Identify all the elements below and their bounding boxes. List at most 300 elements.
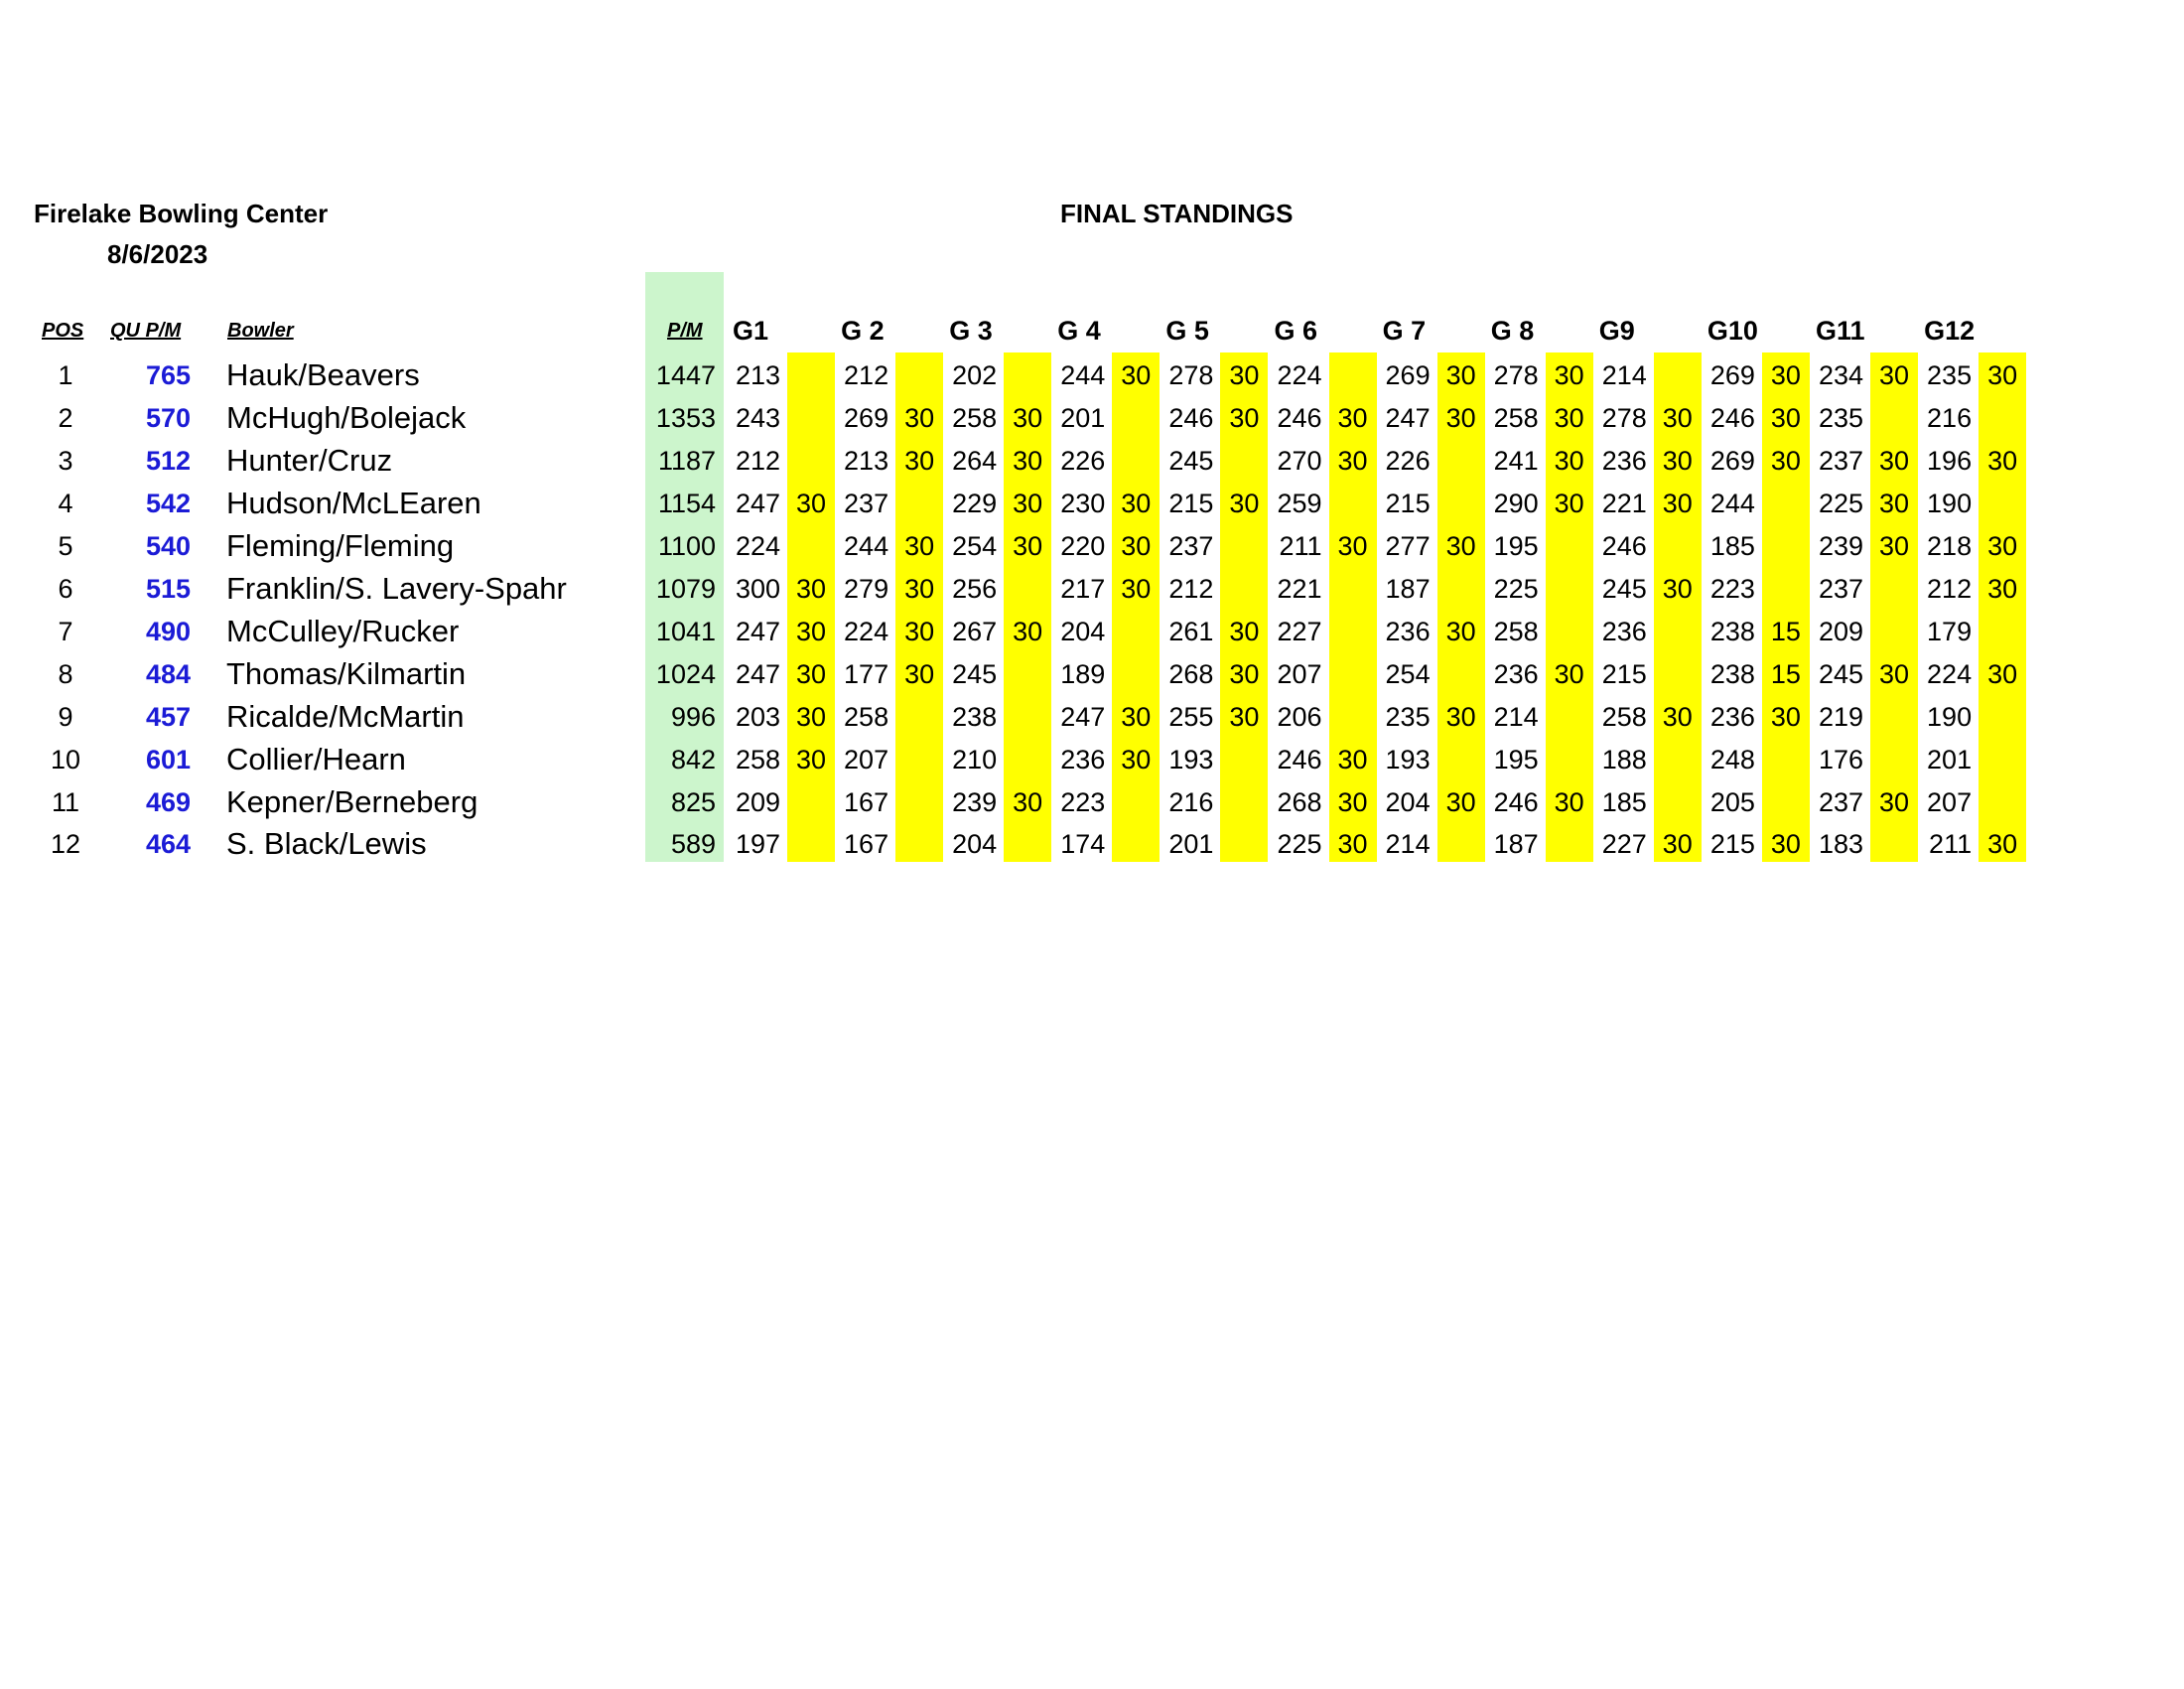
table-row xyxy=(0,397,2184,440)
bonus-points: 30 xyxy=(1662,829,1693,860)
position-cell: 11 xyxy=(51,786,80,817)
bonus-points: 30 xyxy=(1229,658,1260,689)
table-row xyxy=(0,483,2184,525)
bonus-points: 30 xyxy=(1987,360,2018,390)
game-score: 217 xyxy=(1060,573,1106,604)
game-score: 187 xyxy=(1493,829,1539,860)
bonus-points xyxy=(1546,739,1593,781)
bonus-points: 30 xyxy=(1445,530,1476,561)
bonus-points xyxy=(1979,696,2026,739)
bonus-points xyxy=(787,354,835,397)
bonus-points xyxy=(1870,696,1918,739)
bonus-points: 30 xyxy=(1013,530,1043,561)
bonus-points: 30 xyxy=(1013,786,1043,817)
game-score: 225 xyxy=(1277,829,1322,860)
game-header: G 6 xyxy=(1274,316,1318,346)
game-score: 226 xyxy=(1385,445,1431,476)
game-score: 270 xyxy=(1277,445,1322,476)
bonus-points xyxy=(895,781,943,824)
bonus-points: 15 xyxy=(1770,616,1801,646)
table-row xyxy=(0,611,2184,653)
game-score: 190 xyxy=(1927,701,1973,732)
game-header: G 5 xyxy=(1165,316,1209,346)
qu-pm-cell: 540 xyxy=(145,530,191,561)
game-score: 236 xyxy=(1601,445,1647,476)
game-score: 214 xyxy=(1493,701,1539,732)
game-score: 238 xyxy=(1709,658,1755,689)
bonus-points xyxy=(1654,653,1702,696)
game-score: 237 xyxy=(1818,573,1863,604)
game-score: 238 xyxy=(1709,616,1755,646)
game-score: 213 xyxy=(844,445,889,476)
bonus-points xyxy=(1762,483,1810,525)
game-score: 203 xyxy=(735,701,780,732)
bonus-points: 30 xyxy=(904,616,935,646)
game-score: 223 xyxy=(1709,573,1755,604)
bonus-points xyxy=(1329,568,1377,611)
bonus-points: 30 xyxy=(904,402,935,433)
bonus-points: 30 xyxy=(1554,402,1584,433)
bonus-points: 30 xyxy=(1987,530,2018,561)
game-score: 219 xyxy=(1818,701,1863,732)
bowler-name: McCulley/Rucker xyxy=(226,613,460,648)
position-cell: 12 xyxy=(50,829,81,860)
game-header: G9 xyxy=(1598,316,1635,346)
bonus-points xyxy=(1654,739,1702,781)
bonus-points: 30 xyxy=(795,573,827,604)
bonus-points: 30 xyxy=(795,658,827,689)
standings-title: FINAL STANDINGS xyxy=(1060,199,1294,228)
game-score: 195 xyxy=(1493,744,1539,774)
game-score: 246 xyxy=(1709,402,1755,433)
bonus-points xyxy=(1437,739,1485,781)
bonus-points: 30 xyxy=(795,744,827,774)
game-score: 189 xyxy=(1060,658,1106,689)
bonus-points: 30 xyxy=(1770,701,1801,732)
bonus-points xyxy=(787,781,835,824)
position-cell: 1 xyxy=(58,360,73,390)
position-cell: 7 xyxy=(58,616,73,646)
game-score: 254 xyxy=(952,530,998,561)
game-score: 220 xyxy=(1060,530,1106,561)
pm-total-cell: 996 xyxy=(670,701,716,732)
position-cell: 8 xyxy=(58,658,73,689)
game-score: 211 xyxy=(1279,530,1322,561)
bonus-points: 30 xyxy=(1013,402,1043,433)
game-score: 202 xyxy=(952,360,998,390)
position-cell: 5 xyxy=(58,530,73,561)
bonus-points xyxy=(1004,823,1051,866)
bonus-points xyxy=(1979,611,2026,653)
game-score: 246 xyxy=(1601,530,1647,561)
bonus-points xyxy=(1546,611,1593,653)
bonus-points: 30 xyxy=(1770,402,1801,433)
bonus-points xyxy=(787,397,835,440)
qu-pm-cell: 765 xyxy=(145,360,191,390)
bonus-points xyxy=(1979,397,2026,440)
game-score: 205 xyxy=(1709,786,1755,817)
bonus-points: 30 xyxy=(1013,616,1043,646)
bonus-points: 30 xyxy=(1770,829,1801,860)
game-score: 235 xyxy=(1385,701,1431,732)
game-score: 188 xyxy=(1601,744,1647,774)
bonus-points xyxy=(1329,483,1377,525)
bonus-points xyxy=(1220,568,1268,611)
bonus-points: 30 xyxy=(1121,360,1152,390)
bonus-points xyxy=(1437,440,1485,483)
bonus-points xyxy=(1546,696,1593,739)
game-score: 207 xyxy=(1927,786,1973,817)
game-score: 206 xyxy=(1277,701,1322,732)
bonus-points xyxy=(1870,397,1918,440)
pm-total-cell: 1187 xyxy=(657,445,716,476)
bonus-points: 30 xyxy=(1878,445,1910,476)
bonus-points: 30 xyxy=(1337,530,1368,561)
qu-pm-cell: 484 xyxy=(145,658,191,689)
bonus-points xyxy=(1870,823,1918,866)
game-score: 214 xyxy=(1385,829,1431,860)
bonus-points xyxy=(1004,739,1051,781)
bonus-points: 30 xyxy=(1445,701,1476,732)
bowler-name: Hudson/McLEaren xyxy=(226,485,481,520)
position-cell: 10 xyxy=(50,744,81,774)
bonus-points xyxy=(1762,781,1810,824)
game-score: 215 xyxy=(1385,488,1431,518)
game-score: 201 xyxy=(1060,402,1106,433)
pm-total-cell: 1041 xyxy=(655,616,716,646)
game-score: 245 xyxy=(952,658,998,689)
game-score: 176 xyxy=(1818,744,1863,774)
game-score: 234 xyxy=(1818,360,1863,390)
game-score: 278 xyxy=(1601,402,1647,433)
game-score: 224 xyxy=(1277,360,1322,390)
bonus-points xyxy=(1220,525,1268,568)
bonus-points xyxy=(1546,525,1593,568)
game-score: 254 xyxy=(1385,658,1431,689)
pm-total-cell: 1100 xyxy=(657,530,716,561)
bonus-points xyxy=(1437,823,1485,866)
bonus-points: 30 xyxy=(1121,488,1152,518)
game-score: 216 xyxy=(1927,402,1973,433)
game-score: 204 xyxy=(952,829,998,860)
game-score: 221 xyxy=(1277,573,1322,604)
bonus-points: 30 xyxy=(1987,445,2018,476)
game-score: 245 xyxy=(1168,445,1214,476)
table-row xyxy=(0,653,2184,696)
bonus-points: 30 xyxy=(1987,658,2018,689)
qu-pm-cell: 542 xyxy=(145,488,191,518)
bonus-points: 30 xyxy=(1229,360,1260,390)
game-score: 236 xyxy=(1493,658,1539,689)
bonus-points xyxy=(1762,739,1810,781)
bonus-points: 30 xyxy=(1337,829,1368,860)
game-score: 197 xyxy=(735,829,780,860)
bonus-points xyxy=(1329,354,1377,397)
bonus-points: 30 xyxy=(1554,658,1584,689)
bonus-points: 30 xyxy=(1878,658,1910,689)
table-row xyxy=(0,568,2184,611)
game-score: 177 xyxy=(844,658,889,689)
bowler-name: S. Black/Lewis xyxy=(226,826,427,862)
qu-pm-cell: 490 xyxy=(145,616,191,646)
game-score: 237 xyxy=(1818,445,1863,476)
game-score: 258 xyxy=(952,402,998,433)
game-score: 230 xyxy=(1060,488,1106,518)
game-score: 237 xyxy=(844,488,889,518)
game-score: 212 xyxy=(844,360,889,390)
bonus-points: 30 xyxy=(1013,445,1043,476)
bonus-points xyxy=(1329,611,1377,653)
bonus-points: 30 xyxy=(1337,402,1368,433)
game-score: 209 xyxy=(1818,616,1863,646)
pm-total-cell: 842 xyxy=(670,744,716,774)
bonus-points xyxy=(1004,653,1051,696)
bonus-points xyxy=(1220,781,1268,824)
bonus-points: 30 xyxy=(1445,402,1476,433)
bonus-points xyxy=(787,823,835,866)
game-score: 300 xyxy=(735,573,780,604)
game-score: 269 xyxy=(1385,360,1431,390)
bonus-points: 30 xyxy=(1770,445,1801,476)
game-score: 204 xyxy=(1385,786,1431,817)
game-score: 218 xyxy=(1927,530,1973,561)
game-score: 224 xyxy=(735,530,780,561)
pm-total-cell: 1079 xyxy=(655,573,716,604)
game-score: 258 xyxy=(1601,701,1647,732)
qu-pm-cell: 464 xyxy=(145,829,191,860)
game-score: 267 xyxy=(952,616,998,646)
qu-pm-cell: 469 xyxy=(145,786,191,817)
game-score: 241 xyxy=(1493,445,1539,476)
pm-total-cell: 589 xyxy=(670,829,716,860)
game-score: 224 xyxy=(844,616,889,646)
bowler-header: Bowler xyxy=(227,320,294,342)
bonus-points xyxy=(1004,354,1051,397)
game-score: 174 xyxy=(1060,829,1106,860)
bonus-points: 30 xyxy=(1662,573,1693,604)
table-row xyxy=(0,440,2184,483)
bonus-points xyxy=(1654,525,1702,568)
game-score: 221 xyxy=(1601,488,1647,518)
game-score: 167 xyxy=(844,829,889,860)
bonus-points xyxy=(1112,653,1160,696)
pos-header: POS xyxy=(42,320,84,342)
position-cell: 9 xyxy=(58,701,73,732)
bonus-points: 30 xyxy=(795,701,827,732)
table-row xyxy=(0,739,2184,781)
bonus-points: 30 xyxy=(1554,786,1584,817)
bonus-points xyxy=(1546,568,1593,611)
game-score: 247 xyxy=(735,658,780,689)
game-score: 201 xyxy=(1927,744,1973,774)
game-score: 227 xyxy=(1601,829,1647,860)
game-score: 247 xyxy=(1385,402,1431,433)
game-score: 246 xyxy=(1168,402,1214,433)
game-score: 244 xyxy=(844,530,889,561)
bowler-name: McHugh/Bolejack xyxy=(226,399,467,435)
game-score: 224 xyxy=(1927,658,1973,689)
game-score: 225 xyxy=(1493,573,1539,604)
game-score: 245 xyxy=(1601,573,1647,604)
bonus-points xyxy=(1654,354,1702,397)
bonus-points xyxy=(1437,653,1485,696)
center-title: Firelake Bowling Center xyxy=(34,199,329,228)
position-cell: 4 xyxy=(58,488,73,518)
bowler-name: Franklin/S. Lavery-Spahr xyxy=(226,570,567,606)
bonus-points xyxy=(1870,611,1918,653)
bonus-points: 30 xyxy=(1878,786,1910,817)
bonus-points: 30 xyxy=(1770,360,1801,390)
game-score: 244 xyxy=(1709,488,1755,518)
game-score: 183 xyxy=(1818,829,1863,860)
bonus-points: 30 xyxy=(1229,402,1260,433)
bonus-points: 30 xyxy=(904,573,935,604)
game-header: G 3 xyxy=(949,316,993,346)
bowler-name: Hunter/Cruz xyxy=(226,442,393,478)
game-header: G11 xyxy=(1816,316,1865,346)
game-score: 248 xyxy=(1709,744,1755,774)
bonus-points xyxy=(1112,781,1160,824)
table-row xyxy=(0,696,2184,739)
bonus-points: 30 xyxy=(1121,573,1152,604)
bonus-points: 30 xyxy=(904,530,935,561)
game-score: 278 xyxy=(1168,360,1214,390)
pm-total-cell: 1447 xyxy=(655,360,716,390)
qu-pm-cell: 512 xyxy=(145,445,191,476)
bonus-points: 30 xyxy=(1121,530,1152,561)
game-score: 246 xyxy=(1493,786,1539,817)
bonus-points: 30 xyxy=(795,488,827,518)
game-score: 236 xyxy=(1601,616,1647,646)
game-score: 258 xyxy=(1493,616,1539,646)
game-score: 196 xyxy=(1927,445,1973,476)
game-header: G1 xyxy=(733,316,769,346)
game-score: 243 xyxy=(735,402,780,433)
game-score: 226 xyxy=(1060,445,1106,476)
qu-pm-cell: 457 xyxy=(145,701,191,732)
bonus-points: 30 xyxy=(904,445,935,476)
bonus-points: 30 xyxy=(1121,744,1152,774)
game-score: 223 xyxy=(1060,786,1106,817)
game-score: 195 xyxy=(1493,530,1539,561)
game-score: 213 xyxy=(735,360,780,390)
bonus-points: 30 xyxy=(795,616,827,646)
game-header: G10 xyxy=(1706,316,1758,346)
game-score: 214 xyxy=(1601,360,1647,390)
game-score: 244 xyxy=(1060,360,1106,390)
game-score: 258 xyxy=(1493,402,1539,433)
game-score: 236 xyxy=(1709,701,1755,732)
game-score: 237 xyxy=(1818,786,1863,817)
position-cell: 3 xyxy=(58,445,73,476)
bonus-points xyxy=(1112,611,1160,653)
game-score: 212 xyxy=(1168,573,1214,604)
game-score: 185 xyxy=(1709,530,1755,561)
game-score: 212 xyxy=(735,445,780,476)
game-score: 268 xyxy=(1277,786,1322,817)
pm-total-cell: 1024 xyxy=(655,658,716,689)
table-row xyxy=(0,354,2184,397)
position-cell: 6 xyxy=(58,573,73,604)
bonus-points xyxy=(1870,739,1918,781)
game-score: 278 xyxy=(1493,360,1539,390)
game-score: 264 xyxy=(952,445,998,476)
game-score: 190 xyxy=(1927,488,1973,518)
game-score: 258 xyxy=(735,744,780,774)
game-score: 259 xyxy=(1277,488,1322,518)
bonus-points xyxy=(1329,696,1377,739)
bonus-points: 30 xyxy=(1878,530,1910,561)
bonus-points xyxy=(1220,440,1268,483)
game-score: 290 xyxy=(1493,488,1539,518)
game-score: 185 xyxy=(1601,786,1647,817)
game-score: 237 xyxy=(1168,530,1214,561)
bonus-points xyxy=(1220,739,1268,781)
bonus-points: 30 xyxy=(1229,488,1260,518)
bonus-points xyxy=(1979,483,2026,525)
game-score: 239 xyxy=(1818,530,1863,561)
game-score: 216 xyxy=(1168,786,1214,817)
bonus-points xyxy=(1112,397,1160,440)
table-row xyxy=(0,781,2184,824)
bonus-points: 30 xyxy=(1878,360,1910,390)
game-score: 225 xyxy=(1818,488,1863,518)
table-row xyxy=(0,525,2184,568)
bowler-name: Thomas/Kilmartin xyxy=(226,655,467,691)
bowler-name: Ricalde/McMartin xyxy=(226,698,465,734)
bowler-name: Fleming/Fleming xyxy=(226,527,455,563)
game-score: 245 xyxy=(1818,658,1863,689)
bowler-name: Hauk/Beavers xyxy=(226,357,420,392)
qu-pm-cell: 515 xyxy=(145,573,191,604)
game-score: 209 xyxy=(735,786,780,817)
game-header: G 7 xyxy=(1382,316,1427,346)
bonus-points xyxy=(1220,823,1268,866)
bonus-points: 30 xyxy=(1554,445,1584,476)
bonus-points xyxy=(895,696,943,739)
bonus-points xyxy=(895,483,943,525)
table-row xyxy=(0,823,2184,866)
bonus-points: 15 xyxy=(1770,658,1801,689)
game-score: 247 xyxy=(735,488,780,518)
game-score: 201 xyxy=(1168,829,1214,860)
game-score: 236 xyxy=(1385,616,1431,646)
qu-pm-cell: 601 xyxy=(145,744,191,774)
bonus-points xyxy=(787,440,835,483)
bonus-points xyxy=(895,354,943,397)
game-score: 210 xyxy=(952,744,998,774)
game-score: 187 xyxy=(1385,573,1431,604)
game-score: 211 xyxy=(1929,829,1973,860)
bonus-points: 30 xyxy=(1013,488,1043,518)
bonus-points xyxy=(895,739,943,781)
pm-total-cell: 825 xyxy=(670,786,716,817)
bonus-points xyxy=(1762,525,1810,568)
bonus-points: 30 xyxy=(1662,402,1693,433)
event-date: 8/6/2023 xyxy=(107,239,208,269)
bonus-points: 30 xyxy=(1662,488,1693,518)
game-score: 247 xyxy=(735,616,780,646)
bonus-points xyxy=(1112,440,1160,483)
qu-pm-cell: 570 xyxy=(145,402,191,433)
game-score: 212 xyxy=(1927,573,1973,604)
bonus-points xyxy=(1004,568,1051,611)
bonus-points: 30 xyxy=(1554,488,1584,518)
game-score: 204 xyxy=(1060,616,1106,646)
game-score: 258 xyxy=(844,701,889,732)
bonus-points xyxy=(1004,696,1051,739)
bonus-points: 30 xyxy=(904,658,935,689)
